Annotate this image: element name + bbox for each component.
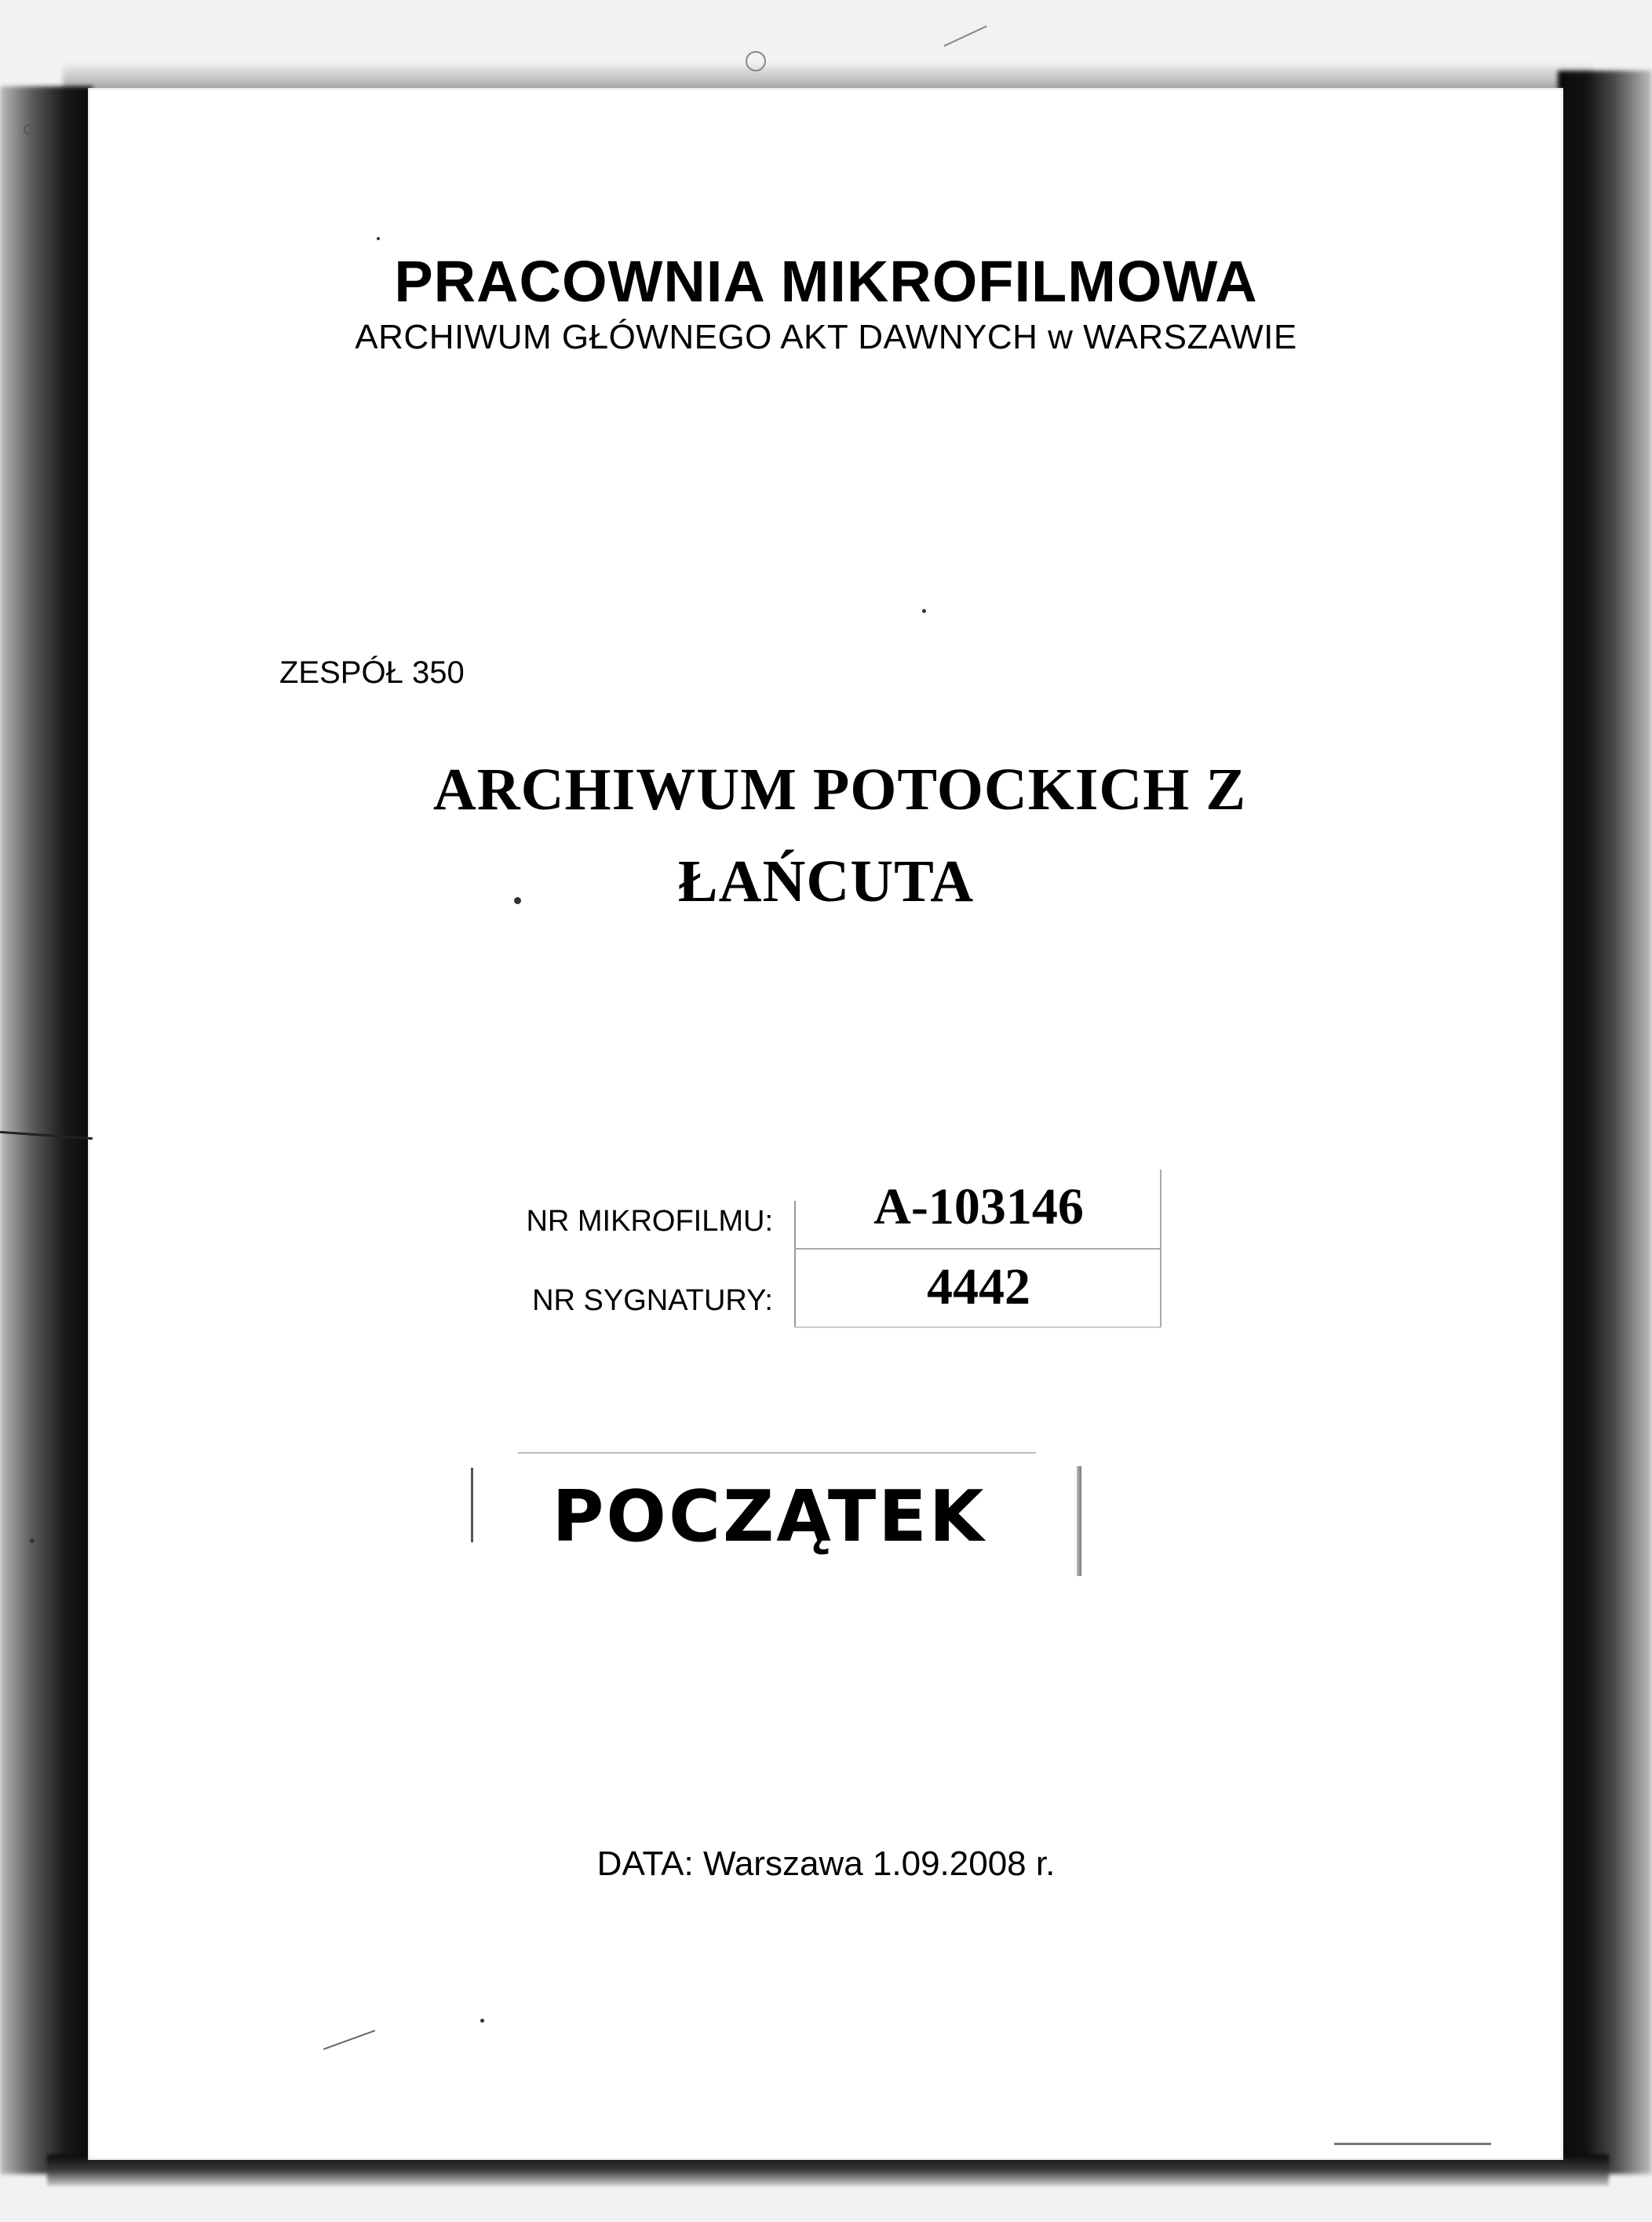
- microfilm-number-label: NR MIKROFILMU:: [526, 1205, 773, 1238]
- date-line: DATA: Warszawa 1.09.2008 r.: [596, 1844, 1056, 1883]
- signature-number-value: 4442: [927, 1258, 1030, 1315]
- start-label: POCZĄTEK: [552, 1476, 986, 1558]
- collection-title-line1: ARCHIWUM POTOCKICH Z: [432, 757, 1247, 823]
- header-title: PRACOWNIA MIKROFILMOWA: [394, 249, 1258, 314]
- signature-number-label: NR SYGNATURY:: [532, 1284, 773, 1317]
- header-subtitle: ARCHIWUM GŁÓWNEGO AKT DAWNYCH w WARSZAWIE: [355, 318, 1297, 356]
- collection-title-line2: ŁAŃCUTA: [677, 848, 975, 914]
- group-label: ZESPÓŁ 350: [279, 655, 465, 690]
- microfilm-number-value: A-103146: [873, 1178, 1084, 1235]
